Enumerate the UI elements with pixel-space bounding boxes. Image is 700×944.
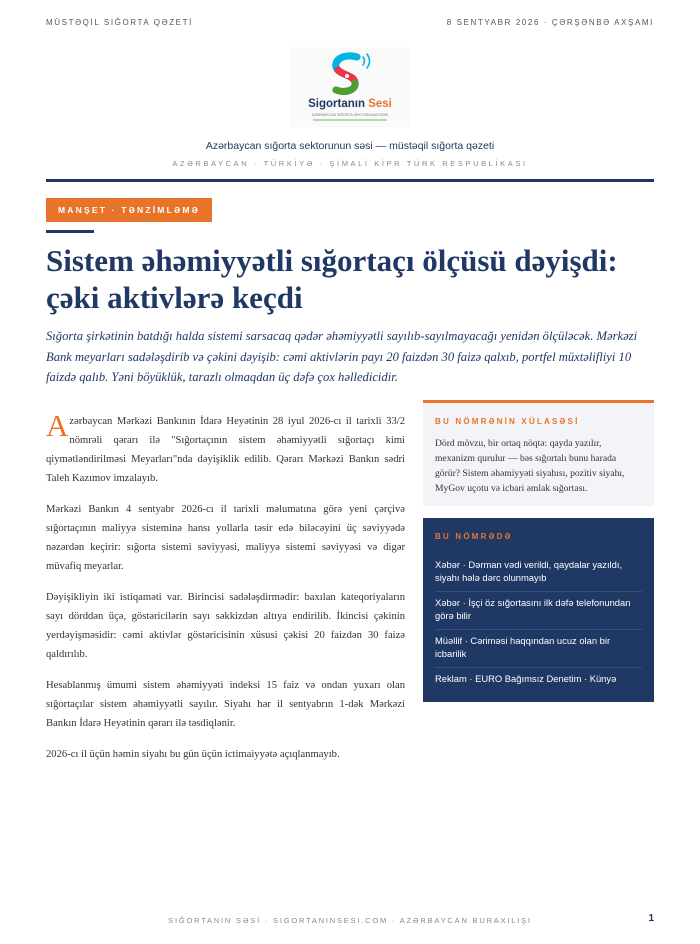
masthead-countries: AZƏRBAYCAN · TÜRKİYƏ · ŞİMALİ KİPR TÜRK RESPUBLİKASI [172, 159, 528, 168]
article-dek: Sığorta şirkətinin batdığı halda sistemi sarsacaq qədər əhəmiyyətli sayılıb-sayılmayacağı yenidən ölçüləcək. Mərkəzi Bank meyarları sadələşdirib və çəkini dəyişib: cəmi aktivlərin payı 20 faizdən 30 faizə qalxıb, portfel müxtəlifliyi 10 faizdə qalıb. Yəni böyüklük, tarazlı olmaqdan üç dəfə çox həlledicidir. [46, 329, 638, 384]
in-this-issue-box [423, 518, 654, 702]
page-footer: SIĞORTANIN SƏSİ · SIGORTANINSESI.COM · AZƏRBAYCAN BURAXILIŞI [168, 916, 532, 925]
summary-heading: BU NÖMRƏNİN XÜLASƏSİ [435, 417, 580, 426]
article-headline: Sistem əhəmiyyətli sığortaçı ölçüsü dəyişdi: çəki aktivlərə keçdi [46, 243, 618, 315]
summary-text: Dörd mövzu, bir ortaq nöqtə: qayda yazılır, mexanizm qurulur — bəs sığortalı bunu harada görür? Sistem əhəmiyyəti siyahısı, pozitiv siyahı, MyGov uçotu və icbari əmlak sığortası. [435, 438, 625, 494]
page-number: 1 [648, 913, 654, 924]
paragraph-1-text: zərbaycan Mərkəzi Bankının İdarə Heyətinin 28 iyul 2026-cı il tarixli 33/2 nömrəli qərarı ilə "Sığortaçının sistem əhəmiyyətli sığortaçı kimi qiymətləndirilməsi Meyarları"nda dəyişiklik edilib. Qərarı Mərkəzi Bankın sədri Taleh Kazımov imzalayıb. [46, 416, 405, 484]
logo-subtext: AZƏRBAYCAN SIĞORTA SEKTORUNUN SƏSİ [311, 113, 389, 117]
top-bar [46, 18, 654, 32]
in-issue-heading: BU NÖMRƏDƏ [435, 532, 513, 541]
in-issue-item[interactable]: Xəbər · Dərman vədi verildi, qaydalar yazıldı, siyahı hələ dərc olunmayıb [435, 554, 642, 592]
in-issue-item[interactable]: Müəllif · Cəriməsi haqqından ucuz olan bir icbarilik [435, 630, 642, 668]
section-kicker[interactable]: MANŞET · TƏNZİMLƏMƏ [46, 198, 212, 222]
logo-text-accent: Sesi [368, 98, 392, 110]
logo-text-main: Sigortanın [308, 98, 369, 110]
issue-date: 8 SENTYABR 2026 · ÇƏRŞƏNBƏ AXŞAMI [446, 18, 654, 27]
article-paragraph: Hesablanmış ümumi sistem əhəmiyyəti indeksi 15 faiz və ondan yuxarı olan sığortaçılar sistem əhəmiyyətli sayılır. Siyahı hər il sentyabrın 1-dək Mərkəzi Bankın İdarə Heyətinin qərarı ilə təsdiqlənir. [46, 680, 405, 729]
article-body [46, 408, 405, 776]
masthead-divider [46, 179, 654, 182]
headline-accent-rule [46, 230, 94, 233]
article-paragraph: 2026-cı il üçün həmin siyahı bu gün üçün ictimaiyyətə açıqlanmayıb. [46, 749, 340, 760]
article-paragraph: Dəyişikliyin iki istiqaməti var. Birincisi sadələşdirmədir: baxılan kateqoriyaların sayı dörddən üçə, göstəricilərin sayı səkkizdən altıya endirilib. İkincisi çəkinin yerdəyişməsidir: cəmi aktivlər göstəricisinin xüsusi çəkisi 20 faizdən 30 faizə qaldırılıb. [46, 592, 405, 660]
svg-text:Sigortanın Sesi [308, 98, 392, 110]
drop-cap: A [46, 408, 69, 443]
publication-label: MÜSTƏQİL SIĞORTA QƏZETİ [46, 18, 193, 27]
issue-summary-box [423, 400, 654, 506]
article-paragraph: Mərkəzi Bankın 4 sentyabr 2026-cı il tarixli məlumatına görə yeni çərçivə sığortaçının maliyyə sisteminə hansı yollarla təsir edə biləcəyini üç səviyyədə nəzərdən keçirir: sığorta sistemi səviyyəsi, maliyyə sistemi səviyyəsi və digər müvafiq meyarlar. [46, 504, 405, 572]
in-issue-item[interactable]: Reklam · EURO Bağımsız Denetim · Künyə [435, 673, 617, 684]
in-issue-list [435, 554, 642, 693]
in-issue-item[interactable]: Xəbər · İşçi öz sığortasını ilk dəfə telefonundan görə bilir [435, 592, 642, 630]
masthead-logo[interactable] [291, 47, 409, 127]
masthead-tagline: Azərbaycan sığorta sektorunun səsi — müstəqil sığorta qəzeti [205, 140, 495, 152]
logo-graphic [291, 47, 409, 127]
article-paragraph [46, 408, 405, 488]
